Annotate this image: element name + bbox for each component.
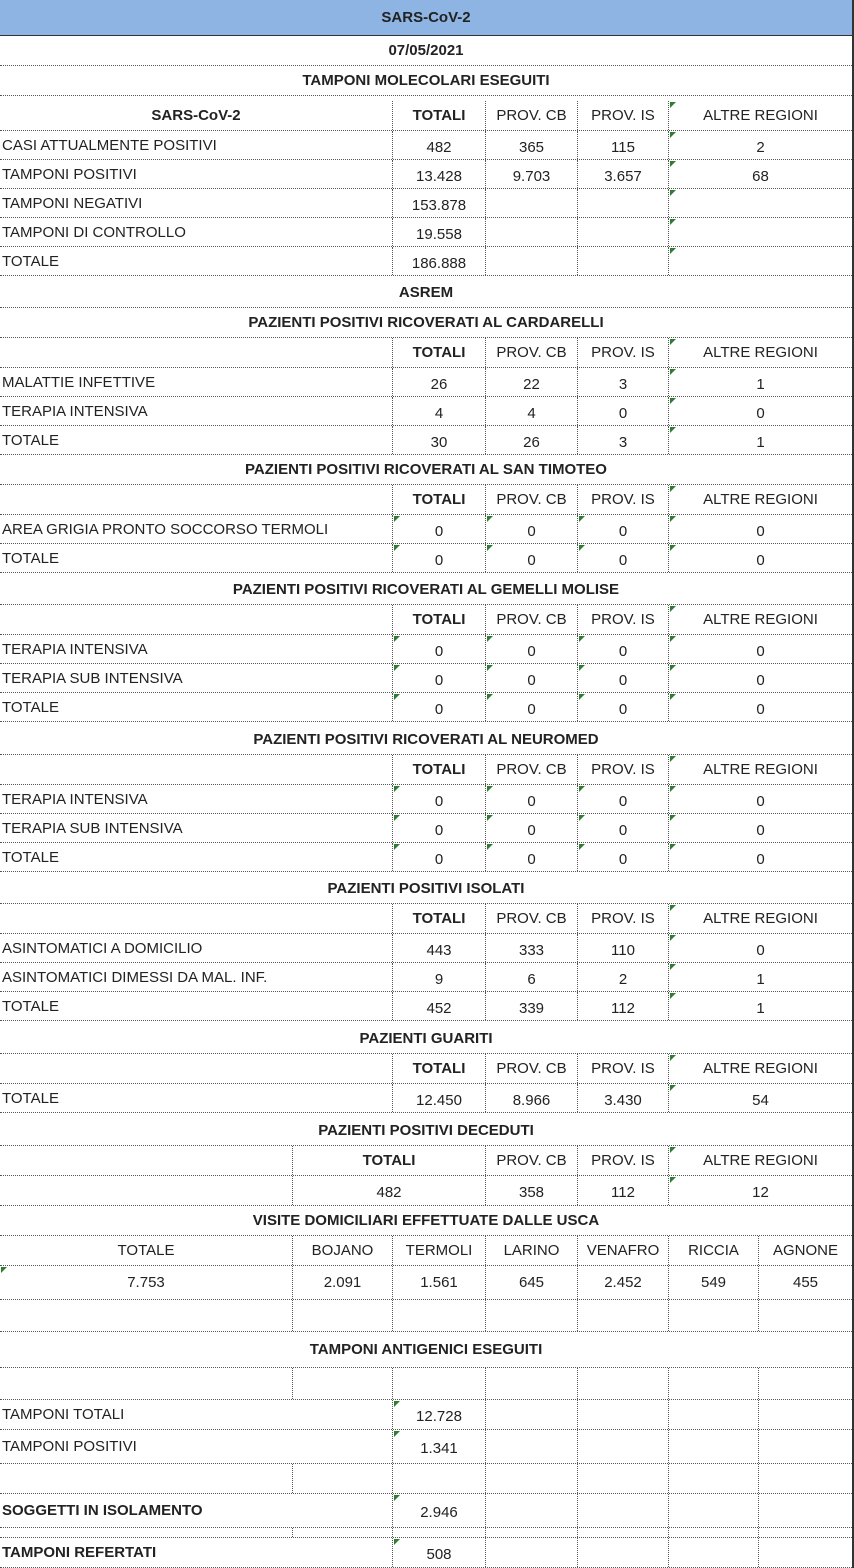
blank-row-cell [392, 1528, 485, 1537]
molecolari-header-row [0, 101, 852, 131]
neuromed-row-label: TOTALE [2, 848, 59, 866]
timoteo-row-value: 0 [392, 544, 485, 572]
guariti-header-blank [0, 1054, 392, 1083]
molecolari-row-value: 115 [577, 131, 668, 159]
molecolari-row [0, 247, 852, 276]
isolati-header-altre-regioni: ALTRE REGIONI [668, 904, 852, 933]
molecolari-row-label: TAMPONI POSITIVI [2, 165, 137, 183]
isolati-header-prov-is: PROV. IS [577, 904, 668, 933]
gemelli-row-label: TOTALE [2, 698, 59, 716]
isolati-row-value: 110 [577, 934, 668, 962]
isolati-row-label: ASINTOMATICI DIMESSI DA MAL. INF. [2, 968, 268, 986]
blank-row-cell [577, 1528, 668, 1537]
gemelli-header-row [0, 605, 852, 635]
blank-row-cell [485, 1528, 577, 1537]
cardarelli-row-value: 0 [668, 397, 852, 425]
usca-value: 549 [668, 1266, 758, 1299]
refertati-row-cell [668, 1538, 758, 1567]
blank-row-cell [392, 1368, 485, 1399]
neuromed-row-value: 0 [392, 843, 485, 871]
gemelli-header-prov-cb: PROV. CB [485, 605, 577, 634]
molecolari-row-value [485, 247, 577, 275]
blank-row-cell [292, 1300, 392, 1331]
guariti-row [0, 1084, 852, 1113]
antigenici-title-text: TAMPONI ANTIGENICI ESEGUITI [309, 1341, 543, 1358]
antigenici-row-cell [485, 1430, 577, 1463]
deceduti-header: PROV. IS [577, 1146, 668, 1175]
neuromed-row [0, 843, 852, 872]
gemelli-row-value: 0 [392, 664, 485, 692]
neuromed-header-row [0, 755, 852, 785]
usca-header: RICCIA [668, 1236, 758, 1265]
cardarelli-row-value: 4 [392, 397, 485, 425]
antigenici-row-cell [485, 1400, 577, 1429]
antigenici-row-cell [758, 1430, 852, 1463]
gemelli-header-blank [0, 605, 392, 634]
blank-row [0, 1528, 852, 1538]
usca-header: VENAFRO [577, 1236, 668, 1265]
molecolari-row-value [485, 218, 577, 246]
antigenici-row-cell [577, 1400, 668, 1429]
neuromed-row-label: TERAPIA SUB INTENSIVA [2, 819, 183, 837]
guariti-title [0, 1024, 852, 1054]
isolamento-row-cell [577, 1494, 668, 1527]
molecolari-header-prov-is: PROV. IS [577, 101, 668, 130]
refertati-row-cell [485, 1538, 577, 1567]
usca-value: 7.753 [0, 1266, 292, 1299]
isolati-header-prov-cb: PROV. CB [485, 904, 577, 933]
timoteo-header-altre-regioni: ALTRE REGIONI [668, 485, 852, 514]
isolati-row-label: ASINTOMATICI A DOMICILIO [2, 939, 203, 957]
cardarelli-row-value: 3 [577, 368, 668, 396]
gemelli-title [0, 575, 852, 605]
refertati-row-cell [758, 1538, 852, 1567]
usca-header: LARINO [485, 1236, 577, 1265]
blank-row-cell [292, 1368, 392, 1399]
gemelli-header-altre-regioni: ALTRE REGIONI [668, 605, 852, 634]
neuromed-row-value: 0 [668, 814, 852, 842]
blank-row-cell [292, 1464, 392, 1493]
isolati-row-value: 112 [577, 992, 668, 1020]
blank-row-cell [668, 1464, 758, 1493]
deceduti-header: TOTALI [292, 1146, 485, 1175]
isolati-row-value: 0 [668, 934, 852, 962]
molecolari-row-value: 482 [392, 131, 485, 159]
molecolari-row-value: 19.558 [392, 218, 485, 246]
deceduti-header: PROV. CB [485, 1146, 577, 1175]
antigenici-row [0, 1400, 852, 1430]
neuromed-row-value: 0 [392, 785, 485, 813]
isolati-header-blank [0, 904, 392, 933]
neuromed-row-value: 0 [485, 843, 577, 871]
blank-row-cell [292, 1528, 392, 1537]
antigenici-row-cell [668, 1430, 758, 1463]
cardarelli-row [0, 426, 852, 455]
timoteo-header-blank [0, 485, 392, 514]
deceduti-values-blank [0, 1176, 292, 1205]
report-date [0, 36, 852, 66]
guariti-row-value: 12.450 [392, 1084, 485, 1112]
blank-row [0, 1300, 852, 1332]
gemelli-row [0, 693, 852, 722]
antigenici-row-cell [577, 1430, 668, 1463]
timoteo-row-value: 0 [577, 515, 668, 543]
timoteo-row-label: AREA GRIGIA PRONTO SOCCORSO TERMOLI [2, 520, 329, 538]
guariti-row-value: 54 [668, 1084, 852, 1112]
molecolari-row-value [668, 189, 852, 217]
cardarelli-row-label: TOTALE [2, 431, 59, 449]
cardarelli-header-prov-is: PROV. IS [577, 338, 668, 367]
isolati-row-value: 452 [392, 992, 485, 1020]
usca-header: AGNONE [758, 1236, 852, 1265]
cardarelli-title [0, 308, 852, 338]
blank-row-cell [577, 1300, 668, 1331]
neuromed-row-value: 0 [577, 814, 668, 842]
molecolari-row [0, 160, 852, 189]
deceduti-value: 12 [668, 1176, 852, 1205]
gemelli-row-value: 0 [485, 635, 577, 663]
usca-header: TOTALE [117, 1242, 175, 1259]
molecolari-row [0, 131, 852, 160]
cardarelli-row [0, 397, 852, 426]
gemelli-header-totali: TOTALI [392, 605, 485, 634]
timoteo-row [0, 544, 852, 573]
usca-value: 2.452 [577, 1266, 668, 1299]
cardarelli-row-value: 1 [668, 426, 852, 454]
molecolari-row-label: TAMPONI NEGATIVI [2, 194, 143, 212]
deceduti-value: 482 [292, 1176, 485, 1205]
neuromed-row-value: 0 [668, 843, 852, 871]
cardarelli-title-text: PAZIENTI POSITIVI RICOVERATI AL CARDARELLI [248, 314, 604, 331]
isolati-row-label: TOTALE [2, 997, 59, 1015]
neuromed-row [0, 785, 852, 814]
blank-row-cell [668, 1528, 758, 1537]
isolati-row-value: 1 [668, 963, 852, 991]
timoteo-header-totali: TOTALI [392, 485, 485, 514]
deceduti-values-row [0, 1176, 852, 1206]
isolamento-row-cell [668, 1494, 758, 1527]
refertati-row-label: TAMPONI REFERTATI [2, 1544, 157, 1561]
cardarelli-row-value: 1 [668, 368, 852, 396]
antigenici-row [0, 1430, 852, 1464]
timoteo-row-value: 0 [485, 515, 577, 543]
blank-row-cell [758, 1300, 852, 1331]
cardarelli-row-value: 26 [392, 368, 485, 396]
cardarelli-header-altre-regioni: ALTRE REGIONI [668, 338, 852, 367]
guariti-header-prov-is: PROV. IS [577, 1054, 668, 1083]
timoteo-row-value: 0 [668, 515, 852, 543]
molecolari-row-label: TAMPONI DI CONTROLLO [2, 223, 186, 241]
molecolari-header-prov-cb: PROV. CB [485, 101, 577, 130]
cardarelli-header-row [0, 338, 852, 368]
blank-row-cell [485, 1300, 577, 1331]
usca-value: 645 [485, 1266, 577, 1299]
neuromed-row-value: 0 [392, 814, 485, 842]
molecolari-title-text: TAMPONI MOLECOLARI ESEGUITI [302, 72, 550, 89]
molecolari-row-value: 3.657 [577, 160, 668, 188]
cardarelli-header-totali: TOTALI [392, 338, 485, 367]
cardarelli-row-value: 30 [392, 426, 485, 454]
guariti-row-label: TOTALE [2, 1089, 59, 1107]
neuromed-header-totali: TOTALI [392, 755, 485, 784]
molecolari-row-value: 2 [668, 131, 852, 159]
sheet-title [0, 0, 852, 36]
molecolari-row-value [577, 189, 668, 217]
blank-row-cell [668, 1368, 758, 1399]
neuromed-row [0, 814, 852, 843]
refertati-row [0, 1538, 852, 1568]
isolati-row-value: 1 [668, 992, 852, 1020]
isolati-row [0, 963, 852, 992]
guariti-row-value: 8.966 [485, 1084, 577, 1112]
cardarelli-row-value: 3 [577, 426, 668, 454]
molecolari-row-label: CASI ATTUALMENTE POSITIVI [2, 136, 217, 154]
isolati-row [0, 934, 852, 963]
cardarelli-row-label: TERAPIA INTENSIVA [2, 402, 148, 420]
molecolari-row-value [485, 189, 577, 217]
isolati-header-totali: TOTALI [392, 904, 485, 933]
refertati-row-value: 508 [392, 1538, 485, 1567]
usca-values-row [0, 1266, 852, 1300]
molecolari-title [0, 66, 852, 96]
blank-row-cell [758, 1464, 852, 1493]
isolati-title [0, 874, 852, 904]
deceduti-value: 112 [577, 1176, 668, 1205]
timoteo-header-prov-is: PROV. IS [577, 485, 668, 514]
blank-row [0, 1368, 852, 1400]
blank-row-cell [485, 1368, 577, 1399]
molecolari-row [0, 218, 852, 247]
blank-row-cell [392, 1464, 485, 1493]
deceduti-header-blank [0, 1146, 292, 1175]
antigenici-row-cell [758, 1400, 852, 1429]
deceduti-value: 358 [485, 1176, 577, 1205]
blank-row-cell [668, 1300, 758, 1331]
gemelli-row-value: 0 [577, 693, 668, 721]
molecolari-header-altre-regioni: ALTRE REGIONI [668, 101, 852, 130]
molecolari-row-value: 13.428 [392, 160, 485, 188]
usca-value: 2.091 [292, 1266, 392, 1299]
gemelli-title-text: PAZIENTI POSITIVI RICOVERATI AL GEMELLI MOLISE [232, 581, 620, 598]
deceduti-header-row [0, 1146, 852, 1176]
guariti-header-totali: TOTALI [392, 1054, 485, 1083]
molecolari-row-value [668, 218, 852, 246]
molecolari-row-value [577, 218, 668, 246]
gemelli-row-value: 0 [485, 664, 577, 692]
neuromed-header-blank [0, 755, 392, 784]
antigenici-row-cell [668, 1400, 758, 1429]
blank-row-cell [577, 1368, 668, 1399]
molecolari-row-value: 9.703 [485, 160, 577, 188]
isolati-title-text: PAZIENTI POSITIVI ISOLATI [327, 880, 525, 897]
usca-value: 1.561 [392, 1266, 485, 1299]
gemelli-header-prov-is: PROV. IS [577, 605, 668, 634]
gemelli-row-value: 0 [668, 664, 852, 692]
antigenici-row-label: TAMPONI POSITIVI [2, 1438, 137, 1455]
usca-title-text: VISITE DOMICILIARI EFFETTUATE DALLE USCA [252, 1212, 600, 1229]
deceduti-header: ALTRE REGIONI [668, 1146, 852, 1175]
gemelli-row-label: TERAPIA INTENSIVA [2, 640, 148, 658]
timoteo-header-row [0, 485, 852, 515]
isolati-row-value: 9 [392, 963, 485, 991]
cardarelli-header-blank [0, 338, 392, 367]
blank-row [0, 1464, 852, 1494]
isolamento-row-cell [485, 1494, 577, 1527]
guariti-row-value: 3.430 [577, 1084, 668, 1112]
gemelli-row-value: 0 [577, 664, 668, 692]
usca-header: TERMOLI [392, 1236, 485, 1265]
asrem-title [0, 278, 852, 308]
gemelli-row [0, 664, 852, 693]
neuromed-title-text: PAZIENTI POSITIVI RICOVERATI AL NEUROMED [253, 731, 599, 748]
cardarelli-row-value: 0 [577, 397, 668, 425]
neuromed-header-prov-cb: PROV. CB [485, 755, 577, 784]
gemelli-row-value: 0 [668, 693, 852, 721]
blank-row-cell [577, 1464, 668, 1493]
molecolari-row-value: 153.878 [392, 189, 485, 217]
usca-header: BOJANO [292, 1236, 392, 1265]
gemelli-row [0, 635, 852, 664]
cardarelli-row [0, 368, 852, 397]
deceduti-title [0, 1116, 852, 1146]
gemelli-row-value: 0 [577, 635, 668, 663]
cardarelli-row-value: 26 [485, 426, 577, 454]
timoteo-row-value: 0 [485, 544, 577, 572]
antigenici-row-value: 12.728 [392, 1400, 485, 1429]
isolati-row-value: 2 [577, 963, 668, 991]
molecolari-row-value: 186.888 [392, 247, 485, 275]
neuromed-row-value: 0 [485, 785, 577, 813]
usca-value: 455 [758, 1266, 852, 1299]
asrem-title-text: ASREM [398, 284, 454, 301]
refertati-row-cell [577, 1538, 668, 1567]
cardarelli-row-value: 22 [485, 368, 577, 396]
cardarelli-header-prov-cb: PROV. CB [485, 338, 577, 367]
timoteo-title [0, 455, 852, 485]
usca-header-row [0, 1236, 852, 1266]
isolati-row-value: 6 [485, 963, 577, 991]
gemelli-row-value: 0 [485, 693, 577, 721]
gemelli-row-label: TERAPIA SUB INTENSIVA [2, 669, 183, 687]
report-date-text: 07/05/2021 [388, 42, 464, 59]
timoteo-row-value: 0 [577, 544, 668, 572]
timoteo-row-value: 0 [392, 515, 485, 543]
sheet-title-text: SARS-CoV-2 [381, 9, 471, 26]
isolati-row-value: 333 [485, 934, 577, 962]
antigenici-row-label: TAMPONI TOTALI [2, 1406, 125, 1423]
neuromed-title [0, 725, 852, 755]
molecolari-row [0, 189, 852, 218]
gemelli-row-value: 0 [668, 635, 852, 663]
molecolari-row-value: 365 [485, 131, 577, 159]
neuromed-row-value: 0 [577, 843, 668, 871]
guariti-header-row [0, 1054, 852, 1084]
guariti-header-prov-cb: PROV. CB [485, 1054, 577, 1083]
isolati-row [0, 992, 852, 1021]
isolamento-row-value: 2.946 [392, 1494, 485, 1527]
isolamento-row [0, 1494, 852, 1528]
molecolari-header-totali: TOTALI [392, 101, 485, 130]
molecolari-row-value [668, 247, 852, 275]
molecolari-row-label: TOTALE [2, 252, 59, 270]
gemelli-row-value: 0 [392, 693, 485, 721]
timoteo-row-value: 0 [668, 544, 852, 572]
timoteo-title-text: PAZIENTI POSITIVI RICOVERATI AL SAN TIMOTEO [245, 461, 607, 478]
guariti-header-altre-regioni: ALTRE REGIONI [668, 1054, 852, 1083]
antigenici-title [0, 1332, 852, 1368]
isolamento-row-label: SOGGETTI IN ISOLAMENTO [2, 1502, 203, 1519]
cardarelli-row-value: 4 [485, 397, 577, 425]
isolati-row-value: 339 [485, 992, 577, 1020]
cardarelli-row-label: MALATTIE INFETTIVE [2, 373, 156, 391]
deceduti-title-text: PAZIENTI POSITIVI DECEDUTI [318, 1122, 534, 1139]
gemelli-row-value: 0 [392, 635, 485, 663]
molecolari-row-value [577, 247, 668, 275]
guariti-title-text: PAZIENTI GUARITI [359, 1030, 493, 1047]
timoteo-row-label: TOTALE [2, 549, 59, 567]
blank-row-cell [758, 1528, 852, 1537]
blank-row-cell [485, 1464, 577, 1493]
neuromed-row-value: 0 [668, 785, 852, 813]
molecolari-row-value: 68 [668, 160, 852, 188]
isolamento-row-cell [758, 1494, 852, 1527]
isolati-row-value: 443 [392, 934, 485, 962]
isolati-header-row [0, 904, 852, 934]
blank-row-cell [758, 1368, 852, 1399]
neuromed-header-prov-is: PROV. IS [577, 755, 668, 784]
timoteo-header-prov-cb: PROV. CB [485, 485, 577, 514]
neuromed-header-altre-regioni: ALTRE REGIONI [668, 755, 852, 784]
timoteo-row [0, 515, 852, 544]
neuromed-row-value: 0 [485, 814, 577, 842]
usca-title [0, 1206, 852, 1236]
antigenici-row-value: 1.341 [392, 1430, 485, 1463]
blank-row-cell [392, 1300, 485, 1331]
neuromed-row-label: TERAPIA INTENSIVA [2, 790, 148, 808]
molecolari-header-label: SARS-CoV-2 [151, 107, 241, 124]
neuromed-row-value: 0 [577, 785, 668, 813]
